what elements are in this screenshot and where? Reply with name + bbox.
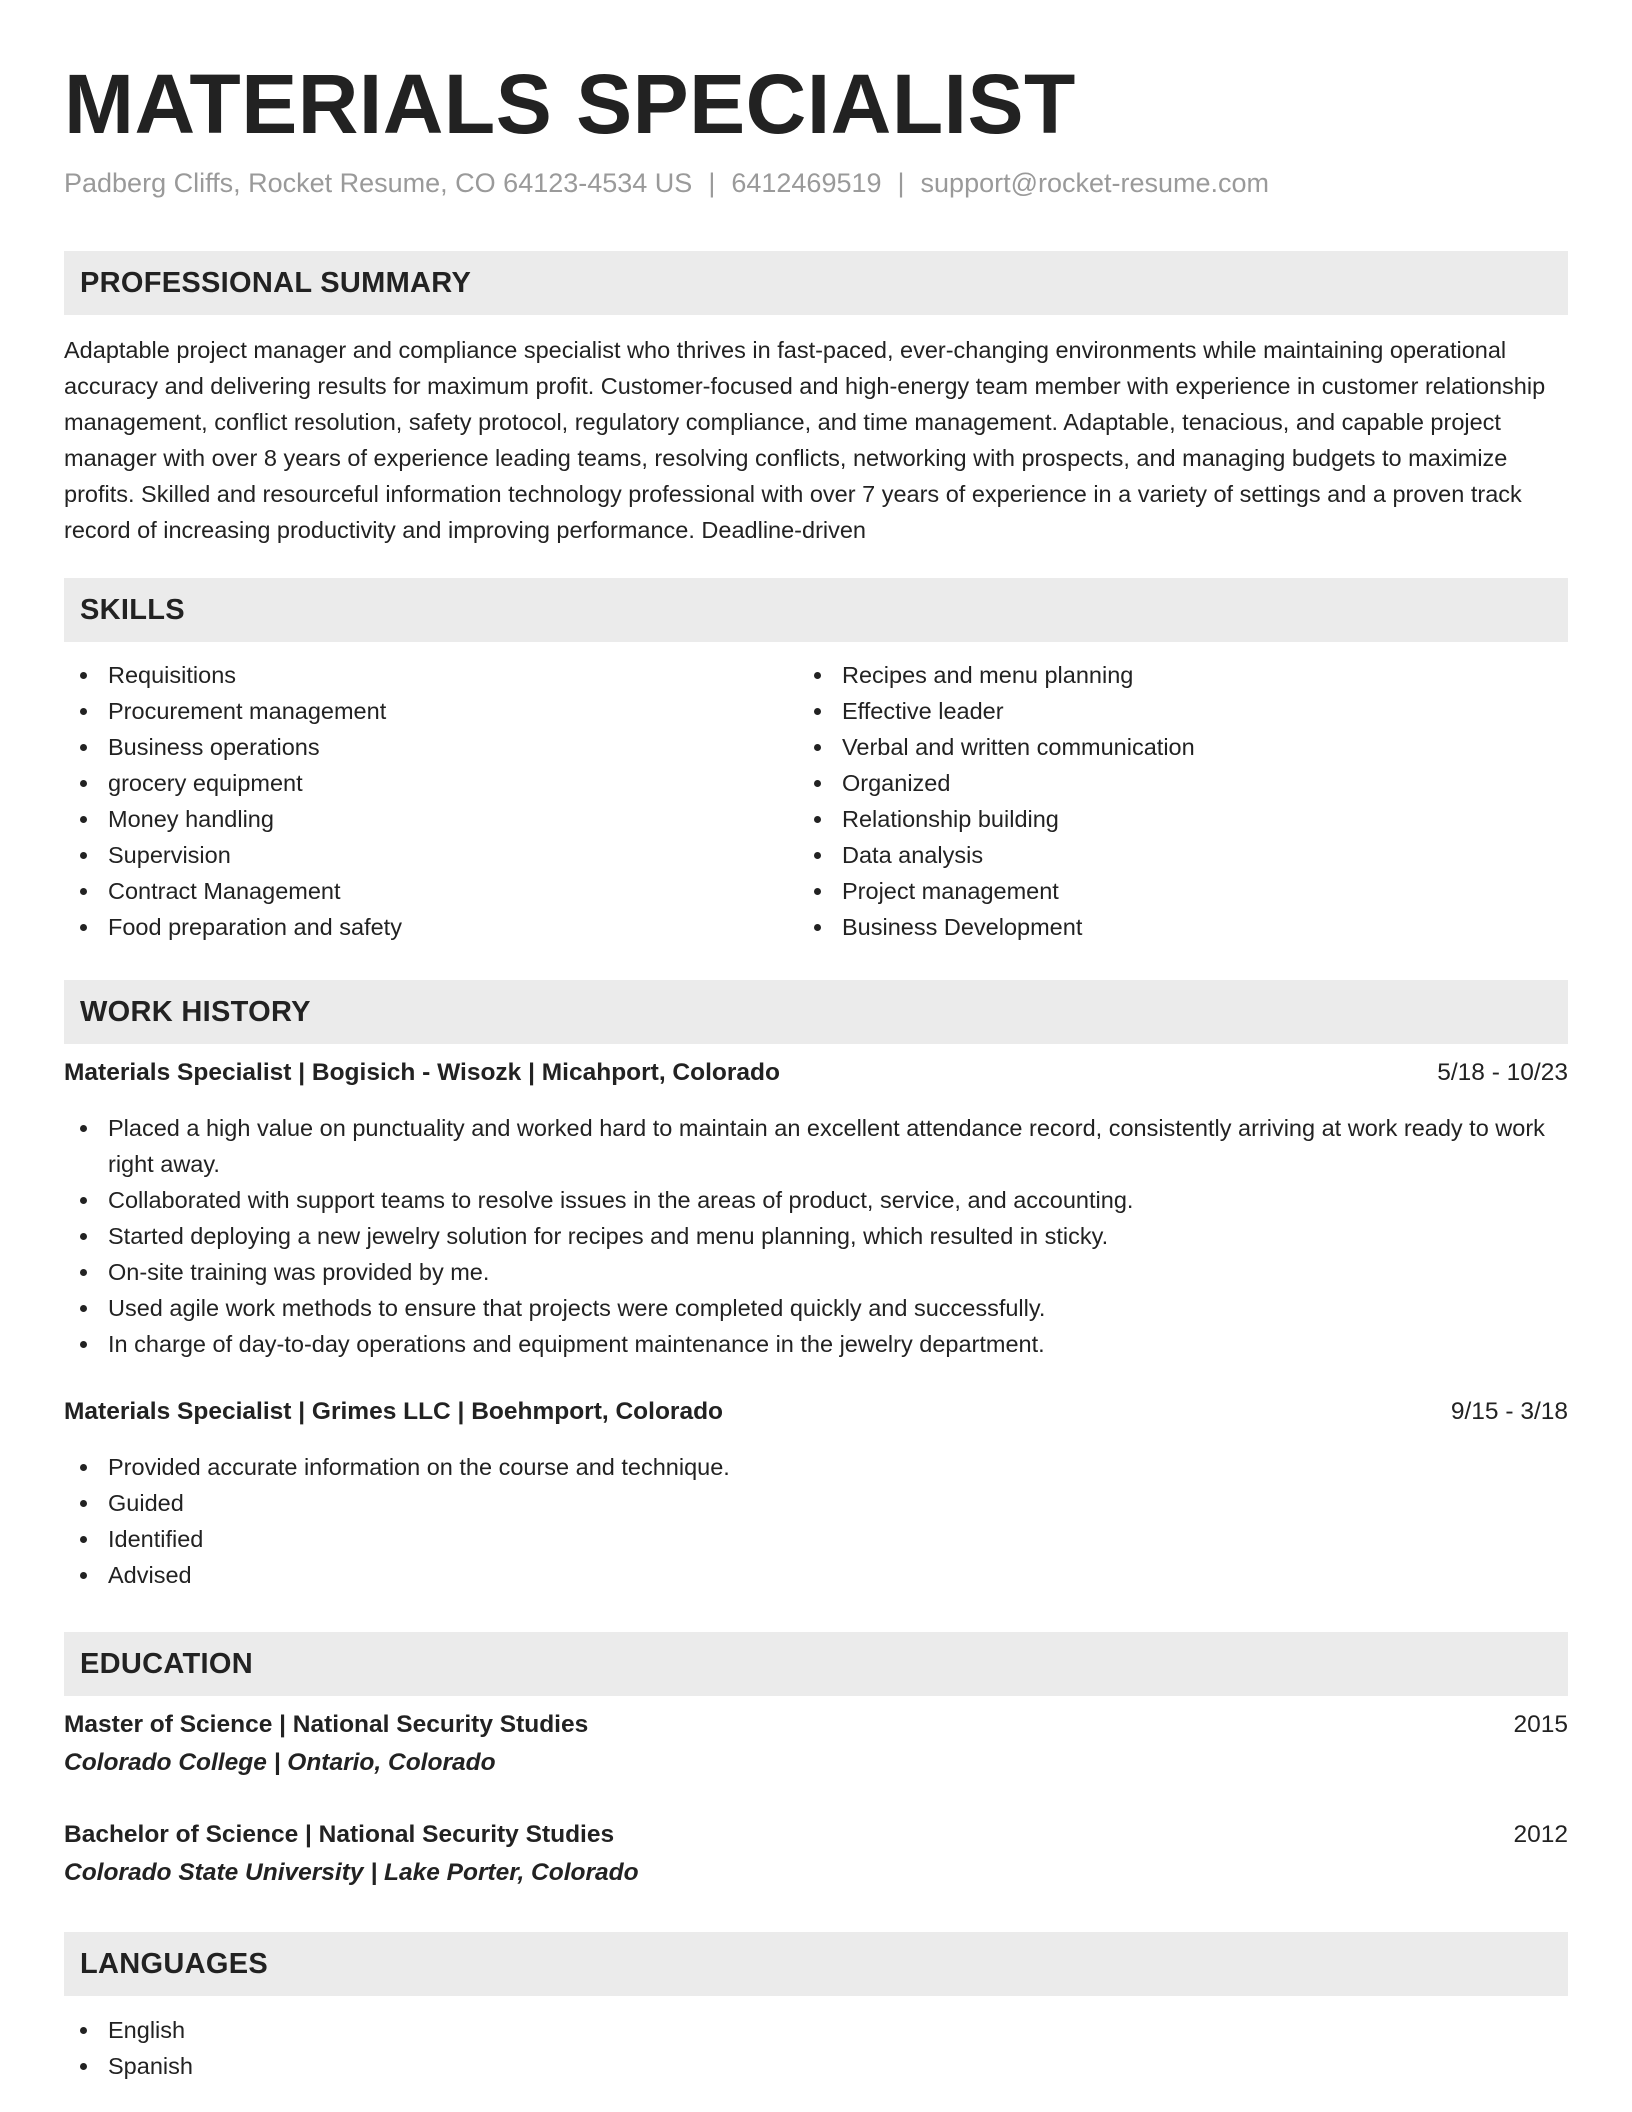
skill-item: Supervision bbox=[64, 837, 784, 873]
contact-phone: 6412469519 bbox=[731, 168, 882, 198]
skill-item: Verbal and written communication bbox=[798, 729, 1568, 765]
skill-item: Recipes and menu planning bbox=[798, 657, 1568, 693]
contact-separator: | bbox=[897, 168, 905, 198]
skill-item: Effective leader bbox=[798, 693, 1568, 729]
job-duty: Identified bbox=[64, 1521, 1568, 1557]
job-duty: In charge of day-to-day operations and equipment maintenance in the jewelry department. bbox=[64, 1326, 1568, 1362]
contact-address: Padberg Cliffs, Rocket Resume, CO 64123-4534 US bbox=[64, 168, 693, 198]
skill-item: Relationship building bbox=[798, 801, 1568, 837]
skill-item: Organized bbox=[798, 765, 1568, 801]
work-heading: WORK HISTORY bbox=[80, 996, 311, 1028]
skills-heading: SKILLS bbox=[80, 594, 185, 626]
skill-item: Requisitions bbox=[64, 657, 784, 693]
contact-line bbox=[64, 166, 1269, 200]
language-item: English bbox=[64, 2012, 1568, 2048]
work-section-header bbox=[64, 980, 1568, 1044]
skill-item: Procurement management bbox=[64, 693, 784, 729]
summary-text: Adaptable project manager and compliance specialist who thrives in fast-paced, ever-changing environments while maintaining operational accuracy and delivering results for maximum profit. Customer-focused and high-energy team member with experience in customer relationship management, conflict resolution, safety protocol, regulatory compliance, and time management. Adaptable, tenacious, and capable project manager with over 8 years of experience leading teams, resolving conflicts, networking with prospects, and managing budgets to maximize profits. Skilled and resourceful information technology professional with over 7 years of experience in a variety of settings and a proven track record of increasing productivity and improving performance. Deadline-driven bbox=[64, 337, 1546, 543]
job-duty: Collaborated with support teams to resolve issues in the areas of product, service, and accounting. bbox=[64, 1182, 1568, 1218]
job-duties-list bbox=[64, 1110, 1568, 1362]
skill-item: Money handling bbox=[64, 801, 784, 837]
job-dates: 9/15 - 3/18 bbox=[1450, 1398, 1568, 1425]
job-duty: Used agile work methods to ensure that projects were completed quickly and successfully. bbox=[64, 1290, 1568, 1326]
job-duty: Placed a high value on punctuality and worked hard to maintain an excellent attendance record, consistently arriving at work ready to work right away. bbox=[64, 1110, 1568, 1182]
resume-name: MATERIALS SPECIALIST bbox=[64, 57, 1076, 151]
job-title: Materials Specialist | Grimes LLC | Boehmport, Colorado bbox=[64, 1398, 724, 1425]
job-duty: Advised bbox=[64, 1557, 1568, 1593]
job-dates: 5/18 - 10/23 bbox=[1437, 1059, 1568, 1086]
skill-item: Business operations bbox=[64, 729, 784, 765]
skills-list-left bbox=[64, 657, 784, 945]
languages-heading: LANGUAGES bbox=[80, 1948, 268, 1980]
job-title: Materials Specialist | Bogisich - Wisozk | Micahport, Colorado bbox=[64, 1059, 780, 1086]
school-name: Colorado College | Ontario, Colorado bbox=[64, 1749, 496, 1776]
degree-title: Bachelor of Science | National Security Studies bbox=[64, 1821, 615, 1848]
skill-item: grocery equipment bbox=[64, 765, 784, 801]
skill-item: Contract Management bbox=[64, 873, 784, 909]
summary-heading: PROFESSIONAL SUMMARY bbox=[80, 267, 472, 299]
education-heading: EDUCATION bbox=[80, 1648, 253, 1680]
skill-item: Project management bbox=[798, 873, 1568, 909]
skill-item: Food preparation and safety bbox=[64, 909, 784, 945]
contact-email: support@rocket-resume.com bbox=[920, 168, 1270, 198]
job-duty: On-site training was provided by me. bbox=[64, 1254, 1568, 1290]
degree-year: 2015 bbox=[1513, 1711, 1568, 1738]
summary-section-header bbox=[64, 251, 1568, 315]
job-duty: Guided bbox=[64, 1485, 1568, 1521]
degree-year: 2012 bbox=[1513, 1821, 1568, 1848]
skill-item: Business Development bbox=[798, 909, 1568, 945]
language-item: Spanish bbox=[64, 2048, 1568, 2084]
languages-section-header bbox=[64, 1932, 1568, 1996]
job-duty: Started deploying a new jewelry solution for recipes and menu planning, which resulted in sticky. bbox=[64, 1218, 1568, 1254]
contact-separator: | bbox=[708, 168, 716, 198]
job-duties-list bbox=[64, 1449, 1568, 1593]
languages-list bbox=[64, 2012, 1568, 2084]
job-duty: Provided accurate information on the course and technique. bbox=[64, 1449, 1568, 1485]
skills-list-right bbox=[798, 657, 1568, 945]
skills-section-header bbox=[64, 578, 1568, 642]
degree-title: Master of Science | National Security Studies bbox=[64, 1711, 589, 1738]
education-section-header bbox=[64, 1632, 1568, 1696]
school-name: Colorado State University | Lake Porter, Colorado bbox=[64, 1859, 639, 1886]
skill-item: Data analysis bbox=[798, 837, 1568, 873]
